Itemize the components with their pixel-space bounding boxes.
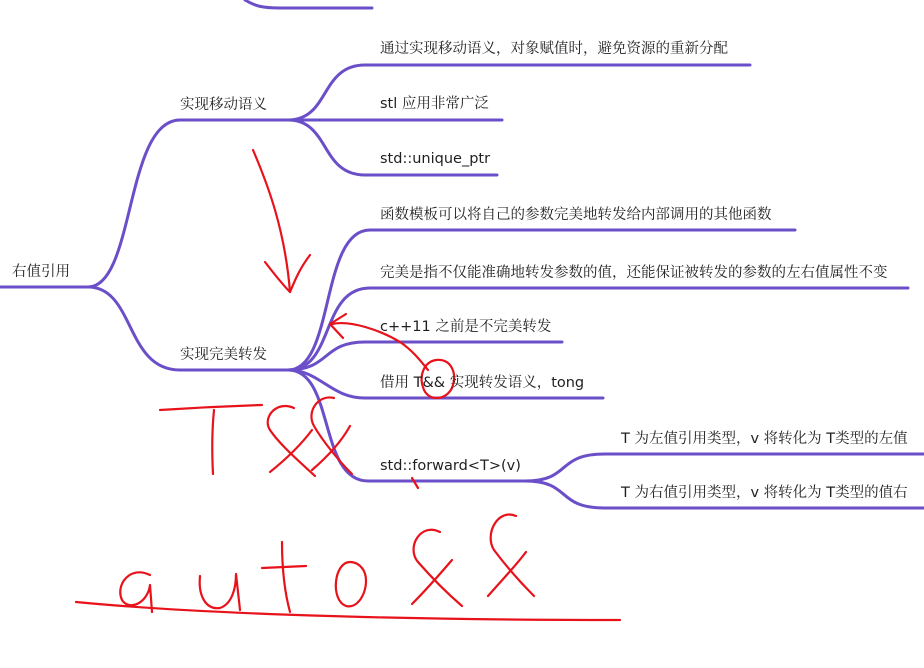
edge-forward-child-1 — [288, 230, 795, 370]
ink-T-stroke-top — [160, 405, 262, 410]
forward-child-3[interactable]: c++11 之前是不完美转发 — [380, 319, 552, 335]
ink-ampersand-2 — [311, 397, 352, 474]
move-child-3[interactable]: std::unique_ptr — [380, 151, 491, 167]
stdforward-child-2[interactable]: T 为右值引用类型，v 将转化为 T类型的值右 — [621, 485, 908, 501]
move-node-label[interactable]: 实现移动语义 — [180, 97, 267, 113]
edge-root-move — [88, 120, 288, 287]
forward-node-label[interactable]: 实现完美转发 — [180, 347, 267, 363]
root-node-label[interactable]: 右值引用 — [12, 264, 70, 280]
ink-T-stroke-stem — [212, 410, 214, 474]
forward-child-2[interactable]: 完美是指不仅能准确地转发参数的值，还能保证被转发的参数的左右值属性不变 — [380, 265, 888, 281]
ink-auto-t-cross — [262, 566, 306, 568]
edge-move-child-1 — [288, 65, 750, 120]
ink-underline — [76, 602, 620, 620]
ink-ampersand-3 — [412, 530, 462, 606]
stdforward-child-1[interactable]: T 为左值引用类型，v 将转化为 T类型的左值 — [621, 431, 908, 447]
move-child-2[interactable]: stl 应用非常广泛 — [380, 96, 489, 112]
ink-auto-u — [200, 574, 240, 610]
forward-child-5[interactable]: std::forward<T>(v) — [380, 458, 521, 474]
ink-auto-o — [336, 562, 366, 606]
partial-branch-top — [245, 0, 372, 8]
ink-ampersand-1 — [268, 406, 315, 476]
ink-ampersand-4 — [488, 515, 534, 596]
forward-child-4[interactable]: 借用 T&& 实现转发语义，tong — [380, 375, 585, 391]
edge-stdforward-child-1 — [525, 454, 924, 481]
ink-auto-t-stem — [282, 542, 290, 612]
forward-child-1[interactable]: 函数模板可以将自己的参数完美地转发给内部调用的其他函数 — [380, 207, 772, 223]
move-child-1[interactable]: 通过实现移动语义，对象赋值时，避免资源的重新分配 — [380, 41, 728, 57]
